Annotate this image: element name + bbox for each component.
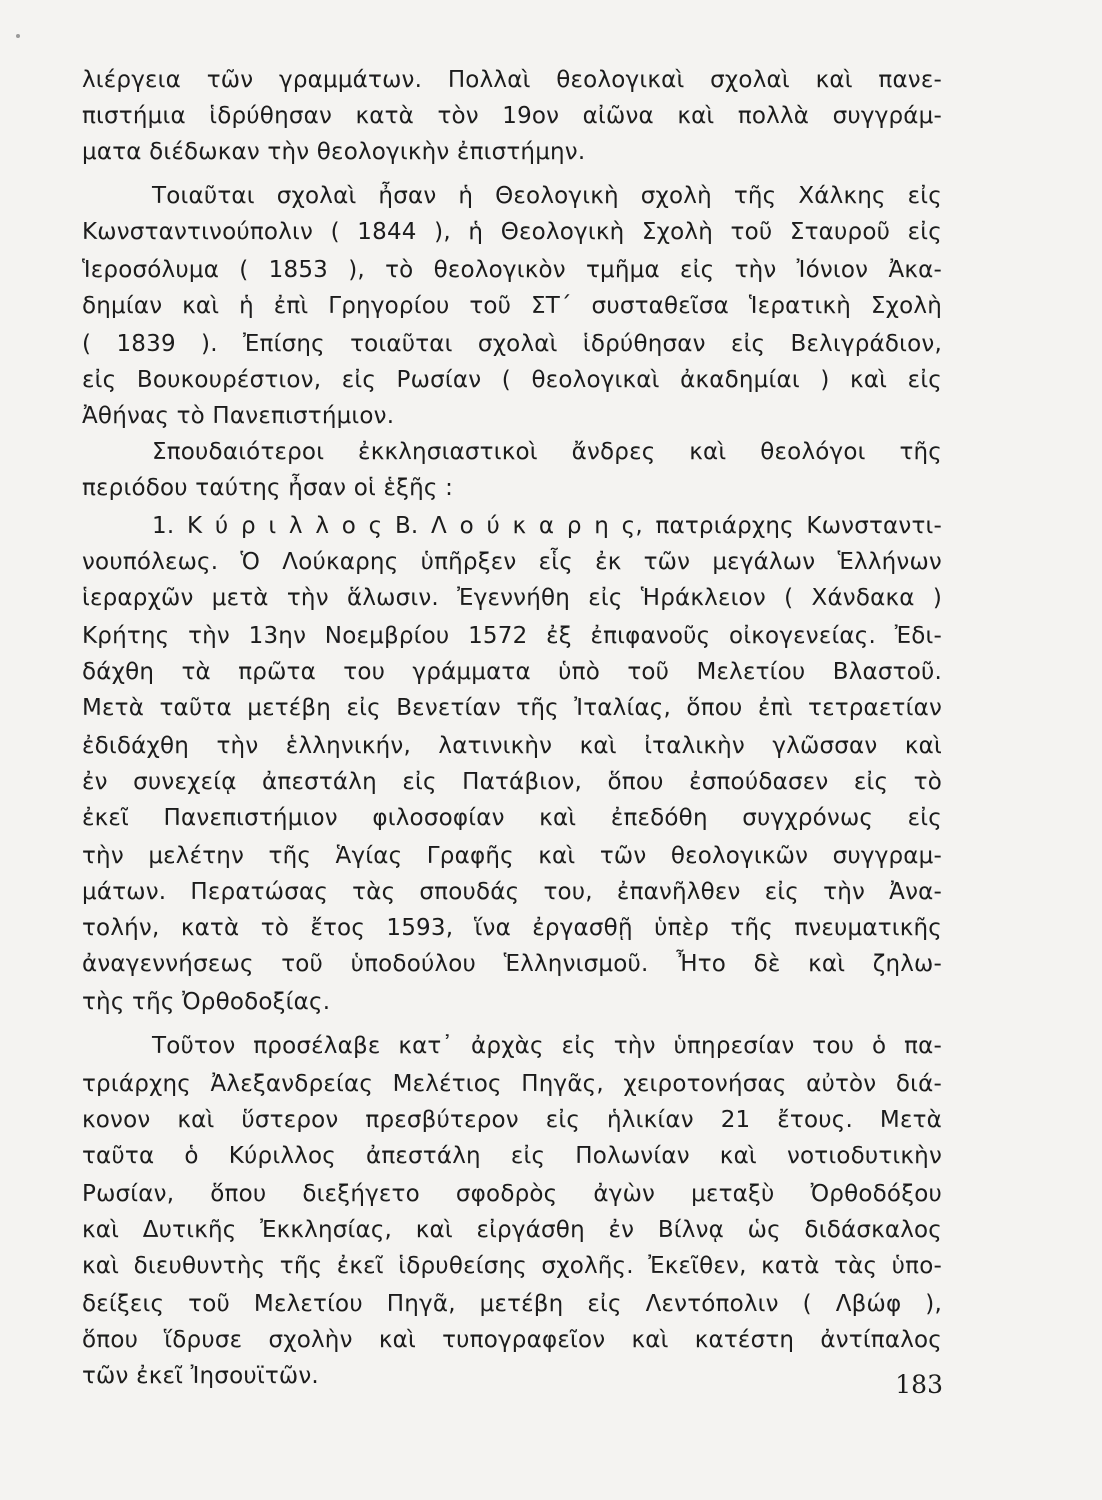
text-line: Ἱεροσόλυμα ( 1853 ), τὸ θεολογικὸν τμῆμα εἰς τὴν Ἰόνιον Ἀκα- (82, 257, 942, 283)
text-line: ματα διέδωκαν τὴν θεολογικὴν ἐπιστήμην. (82, 139, 586, 165)
text-line: καὶ Δυτικῆς Ἐκκλησίας, καὶ εἰργάσθη ἐν Βίλνᾳ ὡς διδάσκαλος (82, 1217, 942, 1243)
page-number: 183 (895, 1370, 943, 1399)
text-line: τολήν, κατὰ τὸ ἔτος 1593, ἵνα ἐργασθῇ ὑπὲρ τῆς πνευματικῆς (82, 915, 942, 941)
text-line: λιέργεια τῶν γραμμάτων. Πολλαὶ θεολογικαὶ σχολαὶ καὶ πανε- (82, 67, 942, 93)
text-line: ἐδιδάχθη τὴν ἑλληνικήν, λατινικὴν καὶ ἰταλικὴν γλῶσσαν καὶ (82, 733, 942, 759)
text-line: 1. Κ ύ ρ ι λ λ ο ς Β. Λ ο ύ κ α ρ η ς, πατριάρχης Κωνσταντι- (152, 513, 942, 539)
page-body (82, 62, 942, 1462)
text-line: δάχθη τὰ πρῶτα του γράμματα ὑπὸ τοῦ Μελετίου Βλαστοῦ. (82, 659, 942, 685)
text-line: δημίαν καὶ ἡ ἐπὶ Γρηγορίου τοῦ ΣΤ΄ συσταθεῖσα Ἱερατικὴ Σχολὴ (82, 293, 942, 319)
text-line: ἱεραρχῶν μετὰ τὴν ἅλωσιν. Ἐγεννήθη εἰς Ἡράκλειον ( Χάνδακα ) (82, 585, 942, 611)
text-line: κονον καὶ ὕστερον πρεσβύτερον εἰς ἡλικίαν 21 ἔτους. Μετὰ (82, 1107, 942, 1133)
text-line: τριάρχης Ἀλεξανδρείας Μελέτιος Πηγᾶς, χειροτονήσας αὐτὸν διά- (82, 1071, 942, 1097)
text-line: δείξεις τοῦ Μελετίου Πηγᾶ, μετέβη εἰς Λεντόπολιν ( Λβώφ ), (82, 1291, 942, 1317)
text-line: Κρήτης τὴν 13ην Νοεμβρίου 1572 ἐξ ἐπιφανοῦς οἰκογενείας. Ἐδι- (82, 623, 942, 649)
text-line: ἐκεῖ Πανεπιστήμιον φιλοσοφίαν καὶ ἐπεδόθη συγχρόνως εἰς (82, 805, 942, 831)
text-line: Μετὰ ταῦτα μετέβη εἰς Βενετίαν τῆς Ἰταλίας, ὅπου ἐπὶ τετραετίαν (82, 695, 942, 721)
text-line: τὴν μελέτην τῆς Ἁγίας Γραφῆς καὶ τῶν θεολογικῶν συγγραμ- (82, 843, 942, 869)
text-line: ἐν συνεχείᾳ ἀπεστάλη εἰς Πατάβιον, ὅπου ἐσπούδασεν εἰς τὸ (82, 769, 942, 795)
text-line: Κωνσταντινούπολιν ( 1844 ), ἡ Θεολογικὴ Σχολὴ τοῦ Σταυροῦ εἰς (82, 219, 942, 245)
text-line: Ἀθήνας τὸ Πανεπιστήμιον. (82, 403, 395, 429)
text-line: Τοῦτον προσέλαβε κατ᾽ ἀρχὰς εἰς τὴν ὑπηρεσίαν του ὁ πα- (152, 1033, 942, 1059)
text-line: εἰς Βουκουρέστιον, εἰς Ρωσίαν ( θεολογικαὶ ἀκαδημίαι ) καὶ εἰς (82, 367, 942, 393)
text-line: Ρωσίαν, ὅπου διεξήγετο σφοδρὸς ἀγὼν μεταξὺ Ὀρθοδόξου (82, 1181, 942, 1207)
text-line: ἀναγεννήσεως τοῦ ὑποδούλου Ἑλληνισμοῦ. Ἦτο δὲ καὶ ζηλω- (82, 951, 942, 977)
text-line: Σπουδαιότεροι ἐκκλησιαστικοὶ ἄνδρες καὶ θεολόγοι τῆς (152, 439, 942, 465)
text-line: μάτων. Περατώσας τὰς σπουδάς του, ἐπανῆλθεν εἰς τὴν Ἀνα- (82, 879, 942, 905)
text-line: ταῦτα ὁ Κύριλλος ἀπεστάλη εἰς Πολωνίαν καὶ νοτιοδυτικὴν (82, 1143, 942, 1169)
text-line: Τοιαῦται σχολαὶ ἦσαν ἡ Θεολογικὴ σχολὴ τῆς Χάλκης εἰς (152, 183, 942, 209)
scan-speck (16, 34, 20, 38)
text-line: τὴς τῆς Ὀρθοδοξίας. (82, 989, 331, 1015)
text-line: τῶν ἐκεῖ Ἰησουϊτῶν. (82, 1363, 319, 1389)
text-line: καὶ διευθυντὴς τῆς ἐκεῖ ἱδρυθείσης σχολῆς. Ἐκεῖθεν, κατὰ τὰς ὑπο- (82, 1253, 942, 1279)
text-line: περιόδου ταύτης ἦσαν οἱ ἑξῆς : (82, 475, 454, 501)
text-line: πιστήμια ἱδρύθησαν κατὰ τὸν 19ον αἰῶνα καὶ πολλὰ συγγράμ- (82, 103, 942, 129)
text-line: ὅπου ἵδρυσε σχολὴν καὶ τυπογραφεῖον καὶ κατέστη ἀντίπαλος (82, 1327, 942, 1353)
text-line: νουπόλεως. Ὁ Λούκαρης ὑπῆρξεν εἷς ἐκ τῶν μεγάλων Ἑλλήνων (82, 549, 942, 575)
text-line: ( 1839 ). Ἐπίσης τοιαῦται σχολαὶ ἱδρύθησαν εἰς Βελιγράδιον, (82, 331, 942, 357)
